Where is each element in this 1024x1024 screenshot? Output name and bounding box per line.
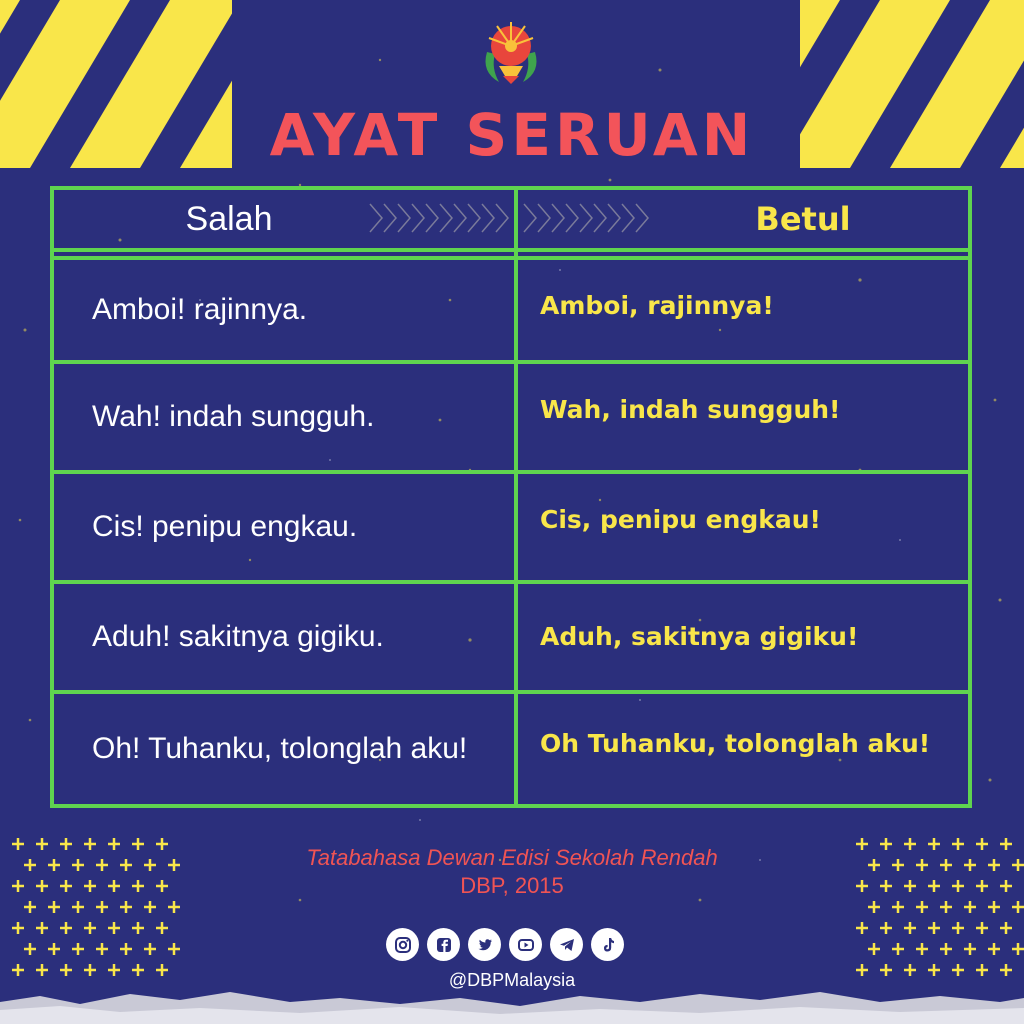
social-handle: @DBPMalaysia: [448, 970, 576, 990]
header-betul: Betul: [755, 200, 851, 238]
instagram-icon[interactable]: [386, 928, 419, 961]
page-title: AYAT SERUAN: [269, 101, 755, 169]
betul-cell-5: Oh Tuhanku, tolonglah aku!: [540, 729, 931, 758]
youtube-icon[interactable]: [509, 928, 542, 961]
twitter-icon[interactable]: [468, 928, 501, 961]
tiktok-icon[interactable]: [591, 928, 624, 961]
social-icons: [386, 928, 646, 962]
betul-cell-4: Aduh, sakitnya gigiku!: [540, 622, 859, 651]
salah-cell-1: Amboi! rajinnya.: [92, 293, 308, 326]
telegram-icon[interactable]: [550, 928, 583, 961]
salah-cell-4: Aduh! sakitnya gigiku.: [92, 620, 384, 653]
source-title: Tatabahasa Dewan Edisi Sekolah Rendah: [306, 845, 718, 870]
betul-cell-2: Wah, indah sungguh!: [540, 395, 841, 424]
betul-cell-3: Cis, penipu engkau!: [540, 505, 821, 534]
salah-cell-2: Wah! indah sungguh.: [92, 400, 375, 433]
header-salah: Salah: [185, 199, 273, 238]
facebook-icon[interactable]: [427, 928, 460, 961]
salah-cell-3: Cis! penipu engkau.: [92, 510, 358, 543]
source-publisher: DBP, 2015: [460, 873, 564, 898]
betul-cell-1: Amboi, rajinnya!: [540, 291, 774, 320]
torn-paper-edge: [0, 980, 1024, 1024]
salah-cell-5: Oh! Tuhanku, tolonglah aku!: [92, 732, 468, 765]
